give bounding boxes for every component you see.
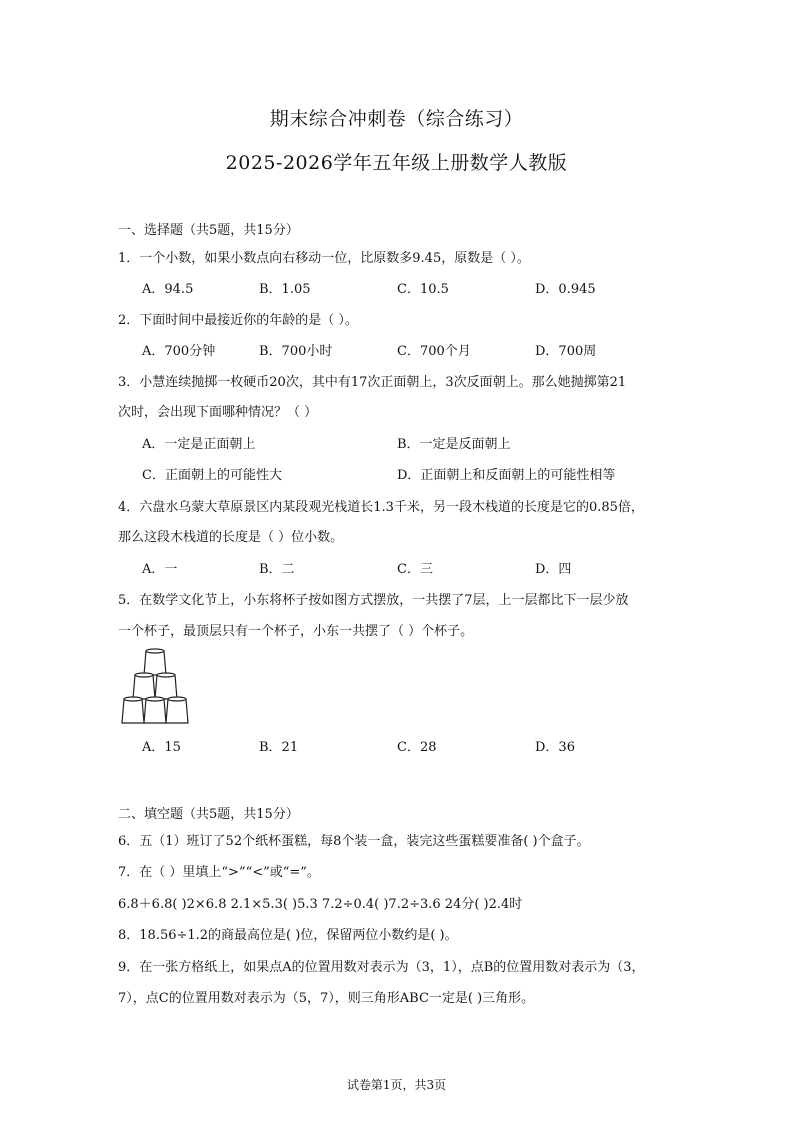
q2-option-d: D．700周 (535, 344, 597, 359)
page-footer: 试卷第1页，共3页 (346, 1078, 447, 1092)
cup-bottom-1 (122, 699, 144, 723)
q3-option-d: D．正面朝上和反面朝上的可能性相等 (397, 468, 616, 483)
question-2: 2．下面时间中最接近你的年龄的是（ ）。 (118, 313, 358, 328)
q1-option-c: C．10.5 (397, 282, 449, 297)
question-7: 7．在（ ）里填上“>”“<”或“=”。 (118, 865, 320, 880)
cup-middle-left (133, 675, 155, 699)
q3-option-c: C．正面朝上的可能性大 (142, 468, 282, 483)
q4-option-b: B．二 (259, 562, 295, 577)
question-6: 6．五（1）班订了52个纸杯蛋糕，每8个装一盒，装完这些蛋糕要准备( )个盒子。 (118, 834, 590, 849)
q4-option-a: A．一 (142, 562, 178, 577)
question-5-line2: 一个杯子，最顶层只有一个杯子，小东一共摆了（ ）个杯子。 (118, 624, 474, 639)
question-3-line1: 3．小慧连续抛掷一枚硬币20次，其中有17次正面朝上，3次反面朝上。那么她抛掷第21 (118, 375, 627, 390)
question-9-line2: 7），点C的位置用数对表示为（5，7），则三角形ABC一定是( )三角形。 (118, 991, 535, 1006)
question-1: 1．一个小数，如果小数点向右移动一位，比原数多9.45，原数是（ ）。 (118, 251, 530, 266)
cup-middle-right (155, 675, 177, 699)
q3-option-a: A．一定是正面朝上 (142, 437, 256, 452)
q5-option-a: A．15 (142, 740, 181, 755)
q4-option-d: D．四 (535, 562, 572, 577)
q1-option-b: B．1.05 (259, 282, 311, 297)
q5-option-d: D．36 (535, 740, 575, 755)
stacked-cups-figure (120, 648, 192, 728)
q5-option-b: B．21 (259, 740, 299, 755)
section-heading-fill: 二、填空题（共5题，共15分） (118, 807, 299, 822)
exam-title: 期末综合冲刺卷（综合练习） (269, 108, 524, 130)
q2-option-a: A．700分钟 (142, 344, 216, 359)
cup-bottom-3 (166, 699, 188, 723)
question-7-items: 6.8＋6.8( )2×6.8 2.1×5.3( )5.3 7.2÷0.4( )7.2÷3.6 24分( )2.4时 (118, 897, 523, 912)
q4-option-c: C．三 (397, 562, 433, 577)
q1-option-a: A．94.5 (142, 282, 194, 297)
exam-subtitle: 2025-2026学年五年级上册数学人教版 (225, 152, 568, 174)
cup-bottom-2 (144, 699, 166, 723)
section-heading-choice: 一、选择题（共5题，共15分） (118, 223, 299, 238)
cup-top (144, 651, 166, 675)
question-4-line2: 那么这段木栈道的长度是（ ）位小数。 (118, 530, 344, 545)
q2-option-c: C．700个月 (397, 344, 471, 359)
question-3-line2: 次时，会出现下面哪种情况？（ ） (118, 405, 318, 420)
question-4-line1: 4．六盘水乌蒙大草原景区内某段观光栈道长1.3千米，另一段木栈道的长度是它的0.85倍， (118, 500, 644, 515)
question-8: 8．18.56÷1.2的商最高位是( )位，保留两位小数约是( )。 (118, 928, 458, 943)
q5-option-c: C．28 (397, 740, 437, 755)
question-9-line1: 9．在一张方格纸上，如果点A的位置用数对表示为（3，1），点B的位置用数对表示为（3， (118, 960, 645, 975)
question-5-line1: 5．在数学文化节上，小东将杯子按如图方式摆放，一共摆了7层，上一层都比下一层少放 (118, 593, 629, 608)
q3-option-b: B．一定是反面朝上 (397, 437, 511, 452)
q1-option-d: D．0.945 (535, 282, 596, 297)
q2-option-b: B．700小时 (259, 344, 333, 359)
